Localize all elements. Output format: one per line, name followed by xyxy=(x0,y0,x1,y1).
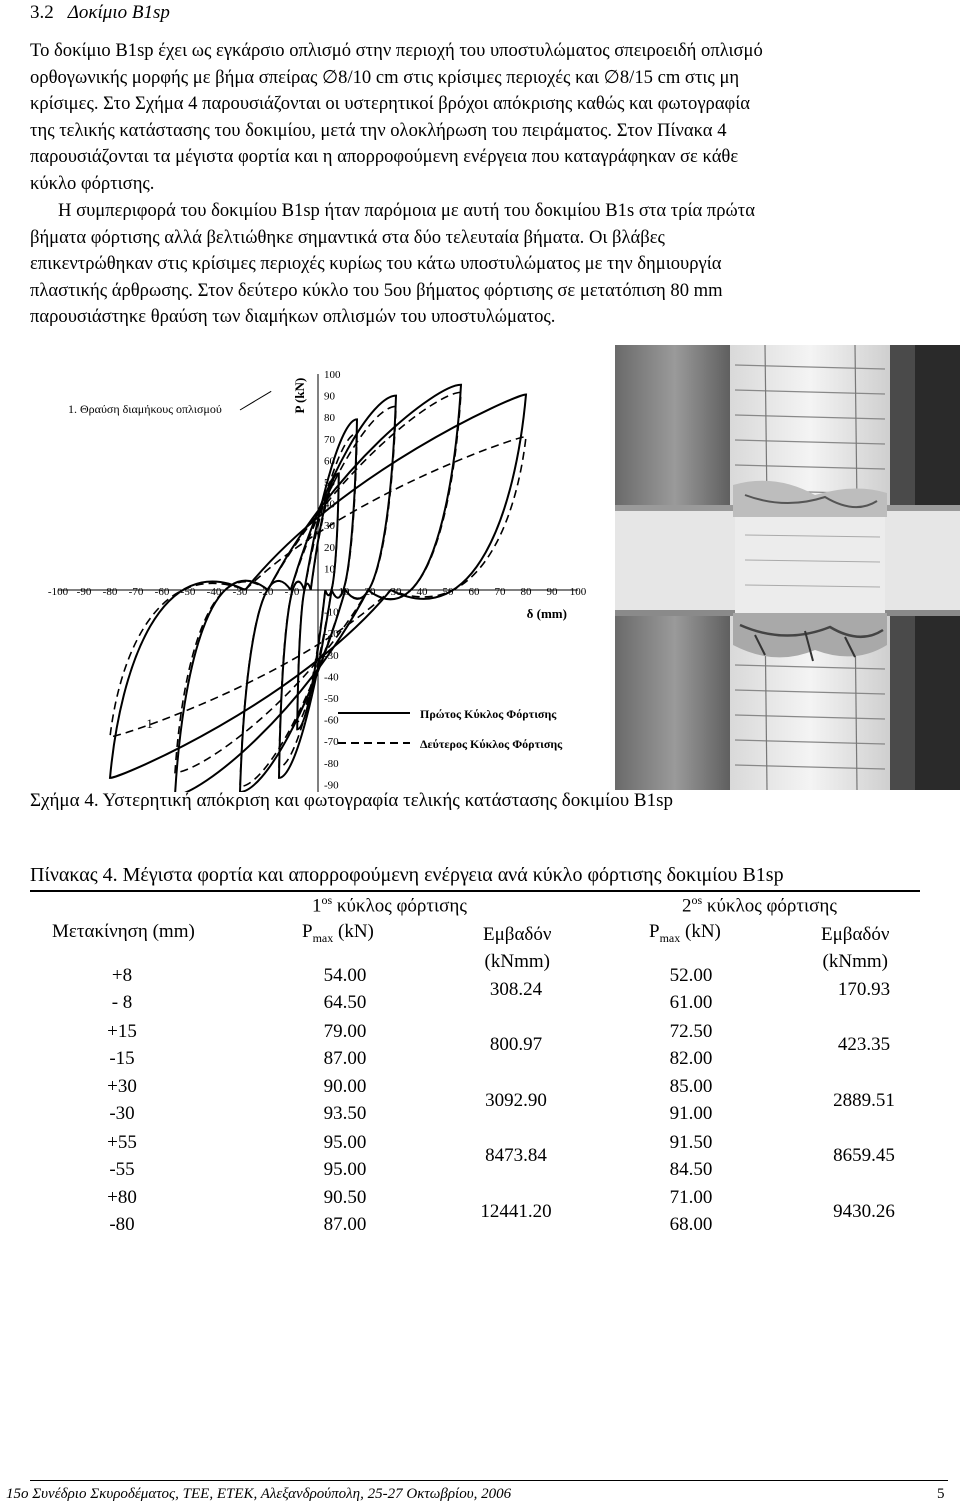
cell-area-1: 3092.90 xyxy=(485,1089,547,1111)
group-1-header: $1^{os}$ κύκλος φόρτισης xyxy=(312,893,467,917)
x-tick-label: 60 xyxy=(468,586,480,598)
y-tick-label: -70 xyxy=(324,736,339,749)
col-header-pmax-2: $P_{max}$ (kN) xyxy=(649,921,721,945)
x-tick-label: -80 xyxy=(102,586,118,598)
cell-area-2: 170.93 xyxy=(837,978,891,1000)
paragraph-line: πλαστικής άρθρωσης. Στον δεύτερο κύκλο του 5ου βήματος φόρτισης σε μετατόπιση 80 mm xyxy=(30,279,723,301)
cell-pmax-1: 95.00 xyxy=(323,1131,367,1153)
x-tick-label: -10 xyxy=(284,586,300,598)
x-tick-label: -20 xyxy=(258,586,274,598)
cell-pmax-2: 82.00 xyxy=(669,1047,713,1069)
paragraph-line: βήματα φόρτισης αλλά βελτιώθηκε σημαντικά στα δύο τελευταία βήματα. Οι βλάβες xyxy=(30,226,665,248)
cell-pmax-1: 93.50 xyxy=(323,1103,367,1124)
table-top-rule xyxy=(30,890,920,892)
y-tick-label: -80 xyxy=(324,757,339,770)
y-tick-label: -90 xyxy=(324,779,339,792)
cell-displacement: +80 xyxy=(107,1187,137,1208)
x-tick-label: 30 xyxy=(390,586,402,598)
annotation-label: 1. Θραύση διαμήκους οπλισμού xyxy=(68,402,222,416)
x-tick-label: -40 xyxy=(206,586,222,598)
y-tick-label: -20 xyxy=(324,628,339,641)
section-number: 3.2 xyxy=(30,2,54,23)
cell-pmax-1: 79.00 xyxy=(323,1020,367,1042)
section-title: Δοκίμιο B1sp xyxy=(67,2,170,23)
y-tick-label: -40 xyxy=(324,671,339,684)
cell-displacement: +55 xyxy=(107,1131,137,1153)
cell-displacement: -15 xyxy=(109,1047,135,1069)
x-tick-label: 10 xyxy=(338,586,350,598)
cell-area-2: 9430.26 xyxy=(833,1200,895,1222)
table-caption: Πίνακας 4. Μέγιστα φορτία και απορροφούμενη ενέργεια ανά κύκλο φόρτισης δοκιμίου B1sp xyxy=(30,864,784,886)
cell-area-1: 12441.20 xyxy=(480,1200,552,1222)
cell-displacement: -80 xyxy=(109,1214,135,1235)
paragraph-line: κύκλο φόρτισης. xyxy=(30,172,155,194)
x-tick-label: -50 xyxy=(180,586,196,598)
x-tick-label: -60 xyxy=(154,586,170,598)
annotation-leader xyxy=(240,391,271,410)
x-tick-label: 80 xyxy=(520,586,532,598)
cell-pmax-1: 87.00 xyxy=(323,1214,367,1235)
y-tick-label: -30 xyxy=(324,649,339,662)
x-tick-label: 20 xyxy=(364,586,376,598)
paragraph-line: κρίσιμες. Στο Σχήμα 4 παρουσιάζονται οι υστερητικοί βρόχοι απόκρισης καθώς και φωτογραφία xyxy=(30,93,751,115)
x-tick-label: -70 xyxy=(128,586,144,598)
cell-pmax-1: 90.00 xyxy=(323,1076,367,1097)
paragraph-line: παρουσιάστηκε θραύση των διαμήκων οπλισμών του υποστυλώματος. xyxy=(30,306,556,328)
x-tick-label: -100 xyxy=(47,586,69,598)
specimen-photo xyxy=(615,345,960,790)
cell-area-1: 308.24 xyxy=(489,978,543,1000)
cell-displacement: -55 xyxy=(109,1158,135,1180)
footer-rule xyxy=(30,1480,948,1481)
y-tick-label: -60 xyxy=(324,714,339,727)
y-tick-label: 100 xyxy=(324,369,341,381)
legend-label: Πρώτος Κύκλος Φόρτισης xyxy=(420,707,557,721)
cell-area-1: 800.97 xyxy=(489,1034,543,1055)
hysteresis-chart xyxy=(30,340,620,792)
y-tick-label: 20 xyxy=(324,541,335,554)
col-header-pmax-1: $P_{max}$ (kN) xyxy=(302,921,374,945)
annotation-marker: 1 xyxy=(146,716,153,732)
col-header-area-2: Εμβαδόν (kNmm) xyxy=(821,924,890,972)
y-tick-label: 60 xyxy=(324,455,335,468)
x-tick-label: 50 xyxy=(442,586,454,598)
footer-page-number: 5 xyxy=(937,1486,945,1502)
x-tick-label: -30 xyxy=(232,586,248,598)
cell-pmax-1: 87.00 xyxy=(323,1047,367,1069)
x-axis-label: δ (mm) xyxy=(526,606,567,621)
cell-pmax-2: 72.50 xyxy=(669,1020,713,1042)
footer-conference: 15o Συνέδριο Σκυροδέματος, ΤΕΕ, ΕΤΕΚ, Αλεξανδρούπολη, 25-27 Οκτωβρίου, 2006 xyxy=(6,1486,512,1502)
cell-pmax-2: 61.00 xyxy=(669,992,713,1013)
legend-label: Δεύτερος Κύκλος Φόρτισης xyxy=(420,737,563,751)
cell-pmax-2: 52.00 xyxy=(669,965,713,986)
y-axis-label: P (kN) xyxy=(292,377,307,414)
cell-area-2: 423.35 xyxy=(837,1034,891,1055)
y-tick-label: -10 xyxy=(324,606,339,619)
paragraph-line: ορθογωνικής μορφής με βήμα σπείρας ∅8/10 cm στις κρίσιμες περιοχές και ∅8/15 cm στις μη xyxy=(30,66,740,88)
cell-pmax-1: 54.00 xyxy=(323,965,367,986)
group-2-header: $2^{os}$ κύκλος φόρτισης xyxy=(682,893,837,917)
x-tick-label: 100 xyxy=(569,586,587,598)
cell-pmax-2: 91.50 xyxy=(669,1131,713,1153)
x-tick-label: 90 xyxy=(546,586,558,598)
cell-area-1: 8473.84 xyxy=(485,1145,547,1166)
cell-pmax-2: 68.00 xyxy=(669,1214,713,1235)
cell-displacement: +15 xyxy=(107,1020,137,1042)
y-tick-label: 50 xyxy=(324,477,335,489)
x-tick-label: 40 xyxy=(416,586,428,598)
cell-pmax-2: 91.00 xyxy=(669,1103,713,1124)
paragraph-line: επικεντρώθηκαν στις κρίσιμες περιοχές κυρίως του κάτω υποστυλώματος με την δημιουργία xyxy=(30,253,722,275)
paragraph-line: της τελικής κατάστασης του δοκιμίου, μετά την ολοκλήρωση του πειράματος. Στον Πίνακα 4 xyxy=(30,119,727,141)
cell-pmax-2: 84.50 xyxy=(669,1158,713,1180)
y-tick-label: 90 xyxy=(324,390,335,403)
paragraph-line: Το δοκίμιο B1sp έχει ως εγκάρσιο οπλισμό στην περιοχή του υποστυλώματος σπειροειδή οπλισμό xyxy=(30,40,763,61)
y-tick-label: 70 xyxy=(324,433,335,446)
cell-area-2: 8659.45 xyxy=(833,1145,895,1166)
paragraph-2 xyxy=(30,198,948,331)
cell-pmax-2: 71.00 xyxy=(669,1187,713,1208)
figure-caption: Σχήμα 4. Υστερητική απόκριση και φωτογραφία τελικής κατάστασης δοκιμίου B1sp xyxy=(30,790,673,811)
y-tick-label: 80 xyxy=(324,412,335,425)
paragraph-1 xyxy=(30,38,948,198)
y-tick-label: 10 xyxy=(324,563,335,576)
cell-pmax-2: 85.00 xyxy=(669,1076,713,1097)
y-tick-label: -50 xyxy=(324,693,339,705)
section-heading xyxy=(30,2,170,24)
cell-displacement: +30 xyxy=(107,1076,137,1097)
x-tick-label: -90 xyxy=(76,586,92,598)
paragraph-line: παρουσιάζονται τα μέγιστα φορτία και η απορροφούμενη ενέργεια που καταγράφηκαν σε κάθε xyxy=(30,146,739,168)
y-tick-label: 40 xyxy=(324,498,335,511)
x-tick-label: 70 xyxy=(494,586,506,598)
cell-displacement: - 8 xyxy=(111,992,133,1013)
col-header-area-1: Εμβαδόν (kNmm) xyxy=(483,924,552,972)
y-tick-label: 30 xyxy=(324,520,335,533)
cell-displacement: -30 xyxy=(109,1103,135,1124)
cell-pmax-1: 64.50 xyxy=(323,992,367,1013)
cell-pmax-1: 90.50 xyxy=(323,1187,367,1208)
cell-pmax-1: 95.00 xyxy=(323,1158,367,1180)
cell-displacement: +8 xyxy=(111,965,133,986)
col-header-displacement: Μετακίνηση (mm) xyxy=(52,921,195,942)
cell-area-2: 2889.51 xyxy=(833,1089,895,1111)
paragraph-line: Η συμπεριφορά του δοκιμίου B1sp ήταν παρόμοια με αυτή του δοκιμίου B1s στα τρία πρώτα xyxy=(58,200,755,221)
